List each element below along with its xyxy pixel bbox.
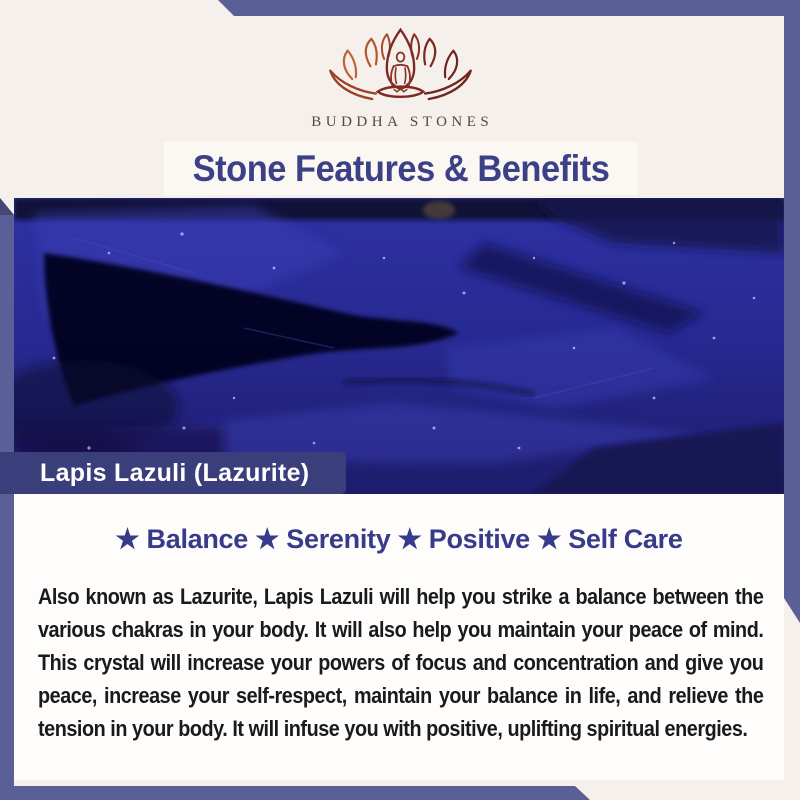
bottom-border-ribbon <box>0 786 590 800</box>
top-border-ribbon <box>218 0 800 16</box>
left-border-ribbon <box>0 198 14 800</box>
section-banner <box>164 142 638 195</box>
lapis-rock-texture <box>14 198 784 494</box>
banner-title: Stone Features & Benefits <box>192 147 610 189</box>
stone-label-bar <box>0 452 346 494</box>
stone-label: Lapis Lazuli (Lazurite) <box>40 458 310 487</box>
brand-logo <box>0 26 800 131</box>
brand-name: BUDDHA STONES <box>311 114 494 130</box>
content-card <box>14 494 784 780</box>
left-ribbon-bevel <box>0 198 14 215</box>
features-line: ★ Balance ★ Serenity ★ Positive ★ Self Care <box>115 524 683 554</box>
lotus-meditation-icon <box>323 26 478 110</box>
lapis-stone-image <box>14 198 784 494</box>
description-paragraph: Also known as Lazurite, Lapis Lazuli will help you strike a balance between the various chakras in your body. It will also help you maintain your peace of mind. This crystal will increase your powers of focus and concentration and give you peace, increase your self-respect, maintain your balance in life, and relieve the tension in your body. It will infuse you with positive, uplifting spiritual energies. <box>38 584 764 741</box>
